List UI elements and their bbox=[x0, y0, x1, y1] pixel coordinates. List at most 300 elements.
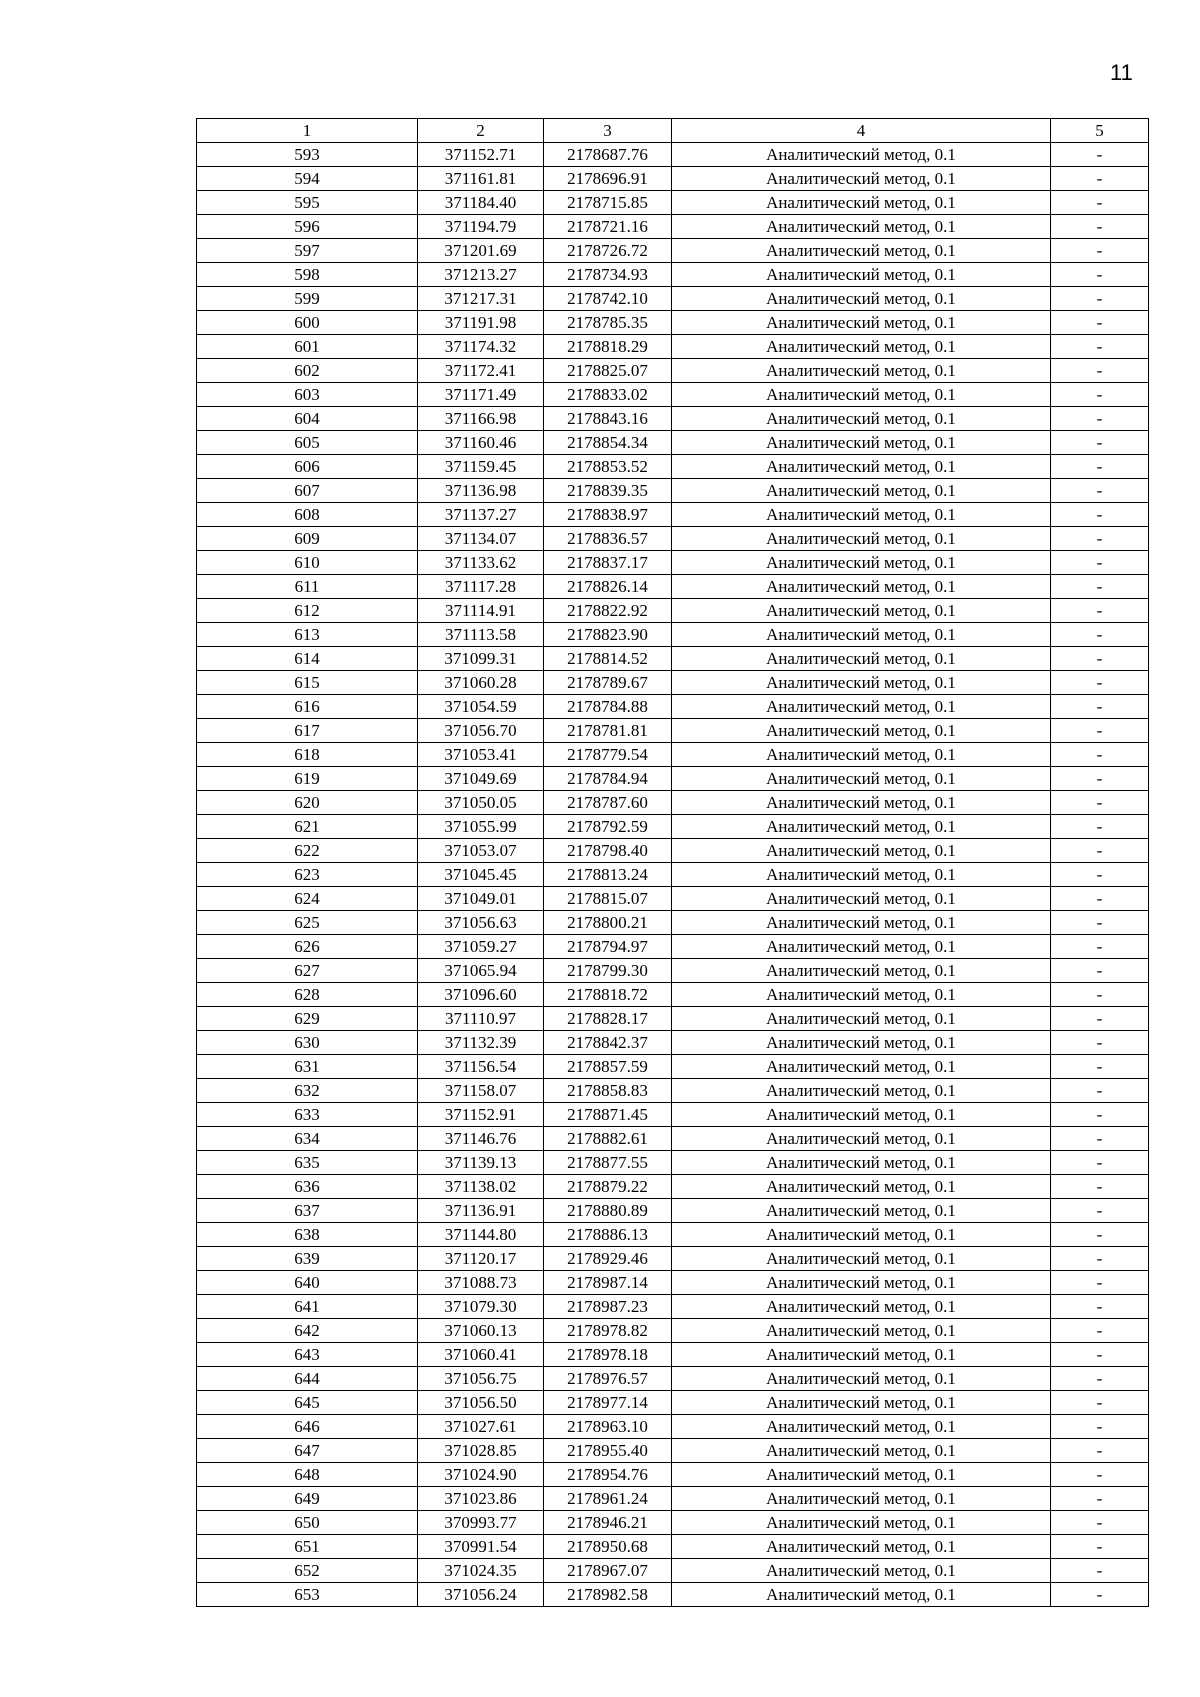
point-number-cell: 599 bbox=[197, 287, 418, 311]
table-row bbox=[197, 1223, 1149, 1247]
x-coordinate-cell: 371113.58 bbox=[418, 623, 544, 647]
x-coordinate-cell: 371132.39 bbox=[418, 1031, 544, 1055]
y-coordinate-cell: 2178715.85 bbox=[544, 191, 672, 215]
dash-cell: - bbox=[1051, 1271, 1149, 1295]
x-coordinate-cell: 371045.45 bbox=[418, 863, 544, 887]
table-row bbox=[197, 1487, 1149, 1511]
x-coordinate-cell: 371028.85 bbox=[418, 1439, 544, 1463]
table-row bbox=[197, 335, 1149, 359]
x-coordinate-cell: 371056.24 bbox=[418, 1583, 544, 1607]
table-row bbox=[197, 767, 1149, 791]
table-row bbox=[197, 1247, 1149, 1271]
method-cell: Аналитический метод, 0.1 bbox=[672, 551, 1051, 575]
table-row bbox=[197, 503, 1149, 527]
method-cell: Аналитический метод, 0.1 bbox=[672, 935, 1051, 959]
point-number-cell: 622 bbox=[197, 839, 418, 863]
y-coordinate-cell: 2178982.58 bbox=[544, 1583, 672, 1607]
x-coordinate-cell: 371050.05 bbox=[418, 791, 544, 815]
y-coordinate-cell: 2178987.23 bbox=[544, 1295, 672, 1319]
x-coordinate-cell: 371114.91 bbox=[418, 599, 544, 623]
dash-cell: - bbox=[1051, 647, 1149, 671]
y-coordinate-cell: 2178929.46 bbox=[544, 1247, 672, 1271]
x-coordinate-cell: 371056.70 bbox=[418, 719, 544, 743]
y-coordinate-cell: 2178858.83 bbox=[544, 1079, 672, 1103]
table-row bbox=[197, 455, 1149, 479]
point-number-cell: 626 bbox=[197, 935, 418, 959]
point-number-cell: 598 bbox=[197, 263, 418, 287]
method-cell: Аналитический метод, 0.1 bbox=[672, 1175, 1051, 1199]
method-cell: Аналитический метод, 0.1 bbox=[672, 1223, 1051, 1247]
dash-cell: - bbox=[1051, 239, 1149, 263]
dash-cell: - bbox=[1051, 1583, 1149, 1607]
method-cell: Аналитический метод, 0.1 bbox=[672, 1319, 1051, 1343]
y-coordinate-cell: 2178784.94 bbox=[544, 767, 672, 791]
method-cell: Аналитический метод, 0.1 bbox=[672, 1583, 1051, 1607]
y-coordinate-cell: 2178950.68 bbox=[544, 1535, 672, 1559]
point-number-cell: 637 bbox=[197, 1199, 418, 1223]
x-coordinate-cell: 371049.69 bbox=[418, 767, 544, 791]
page-number: 11 bbox=[1110, 60, 1133, 85]
header-col-3: 3 bbox=[544, 119, 672, 143]
table-row bbox=[197, 1583, 1149, 1607]
point-number-cell: 623 bbox=[197, 863, 418, 887]
method-cell: Аналитический метод, 0.1 bbox=[672, 1343, 1051, 1367]
x-coordinate-cell: 371053.07 bbox=[418, 839, 544, 863]
dash-cell: - bbox=[1051, 479, 1149, 503]
y-coordinate-cell: 2178813.24 bbox=[544, 863, 672, 887]
x-coordinate-cell: 371152.71 bbox=[418, 143, 544, 167]
x-coordinate-cell: 371055.99 bbox=[418, 815, 544, 839]
point-number-cell: 650 bbox=[197, 1511, 418, 1535]
method-cell: Аналитический метод, 0.1 bbox=[672, 335, 1051, 359]
point-number-cell: 627 bbox=[197, 959, 418, 983]
table-row bbox=[197, 551, 1149, 575]
point-number-cell: 640 bbox=[197, 1271, 418, 1295]
x-coordinate-cell: 371134.07 bbox=[418, 527, 544, 551]
x-coordinate-cell: 371194.79 bbox=[418, 215, 544, 239]
method-cell: Аналитический метод, 0.1 bbox=[672, 455, 1051, 479]
point-number-cell: 620 bbox=[197, 791, 418, 815]
dash-cell: - bbox=[1051, 1463, 1149, 1487]
y-coordinate-cell: 2178815.07 bbox=[544, 887, 672, 911]
table-row bbox=[197, 287, 1149, 311]
method-cell: Аналитический метод, 0.1 bbox=[672, 719, 1051, 743]
table-row bbox=[197, 383, 1149, 407]
dash-cell: - bbox=[1051, 311, 1149, 335]
x-coordinate-cell: 370991.54 bbox=[418, 1535, 544, 1559]
x-coordinate-cell: 371060.13 bbox=[418, 1319, 544, 1343]
dash-cell: - bbox=[1051, 1343, 1149, 1367]
point-number-cell: 648 bbox=[197, 1463, 418, 1487]
point-number-cell: 614 bbox=[197, 647, 418, 671]
point-number-cell: 632 bbox=[197, 1079, 418, 1103]
method-cell: Аналитический метод, 0.1 bbox=[672, 167, 1051, 191]
dash-cell: - bbox=[1051, 1559, 1149, 1583]
method-cell: Аналитический метод, 0.1 bbox=[672, 503, 1051, 527]
y-coordinate-cell: 2178779.54 bbox=[544, 743, 672, 767]
table-row bbox=[197, 1439, 1149, 1463]
x-coordinate-cell: 371060.41 bbox=[418, 1343, 544, 1367]
dash-cell: - bbox=[1051, 359, 1149, 383]
y-coordinate-cell: 2178987.14 bbox=[544, 1271, 672, 1295]
method-cell: Аналитический метод, 0.1 bbox=[672, 191, 1051, 215]
dash-cell: - bbox=[1051, 1127, 1149, 1151]
dash-cell: - bbox=[1051, 983, 1149, 1007]
point-number-cell: 609 bbox=[197, 527, 418, 551]
y-coordinate-cell: 2178818.29 bbox=[544, 335, 672, 359]
dash-cell: - bbox=[1051, 287, 1149, 311]
method-cell: Аналитический метод, 0.1 bbox=[672, 239, 1051, 263]
dash-cell: - bbox=[1051, 1319, 1149, 1343]
method-cell: Аналитический метод, 0.1 bbox=[672, 1415, 1051, 1439]
x-coordinate-cell: 371146.76 bbox=[418, 1127, 544, 1151]
table-row bbox=[197, 575, 1149, 599]
dash-cell: - bbox=[1051, 599, 1149, 623]
method-cell: Аналитический метод, 0.1 bbox=[672, 647, 1051, 671]
y-coordinate-cell: 2178955.40 bbox=[544, 1439, 672, 1463]
table-row bbox=[197, 623, 1149, 647]
y-coordinate-cell: 2178978.18 bbox=[544, 1343, 672, 1367]
table-row bbox=[197, 1175, 1149, 1199]
x-coordinate-cell: 371136.91 bbox=[418, 1199, 544, 1223]
table-row bbox=[197, 1271, 1149, 1295]
y-coordinate-cell: 2178886.13 bbox=[544, 1223, 672, 1247]
table-row bbox=[197, 407, 1149, 431]
table-row bbox=[197, 959, 1149, 983]
method-cell: Аналитический метод, 0.1 bbox=[672, 983, 1051, 1007]
x-coordinate-cell: 371172.41 bbox=[418, 359, 544, 383]
dash-cell: - bbox=[1051, 959, 1149, 983]
y-coordinate-cell: 2178857.59 bbox=[544, 1055, 672, 1079]
x-coordinate-cell: 371053.41 bbox=[418, 743, 544, 767]
x-coordinate-cell: 371139.13 bbox=[418, 1151, 544, 1175]
point-number-cell: 604 bbox=[197, 407, 418, 431]
method-cell: Аналитический метод, 0.1 bbox=[672, 311, 1051, 335]
dash-cell: - bbox=[1051, 695, 1149, 719]
table-row bbox=[197, 983, 1149, 1007]
dash-cell: - bbox=[1051, 863, 1149, 887]
point-number-cell: 608 bbox=[197, 503, 418, 527]
point-number-cell: 646 bbox=[197, 1415, 418, 1439]
table-row bbox=[197, 239, 1149, 263]
y-coordinate-cell: 2178842.37 bbox=[544, 1031, 672, 1055]
y-coordinate-cell: 2178794.97 bbox=[544, 935, 672, 959]
table-row bbox=[197, 1295, 1149, 1319]
point-number-cell: 596 bbox=[197, 215, 418, 239]
dash-cell: - bbox=[1051, 1079, 1149, 1103]
method-cell: Аналитический метод, 0.1 bbox=[672, 1367, 1051, 1391]
x-coordinate-cell: 371174.32 bbox=[418, 335, 544, 359]
x-coordinate-cell: 371184.40 bbox=[418, 191, 544, 215]
method-cell: Аналитический метод, 0.1 bbox=[672, 1079, 1051, 1103]
method-cell: Аналитический метод, 0.1 bbox=[672, 407, 1051, 431]
method-cell: Аналитический метод, 0.1 bbox=[672, 1151, 1051, 1175]
dash-cell: - bbox=[1051, 575, 1149, 599]
y-coordinate-cell: 2178826.14 bbox=[544, 575, 672, 599]
x-coordinate-cell: 371171.49 bbox=[418, 383, 544, 407]
point-number-cell: 606 bbox=[197, 455, 418, 479]
dash-cell: - bbox=[1051, 1103, 1149, 1127]
x-coordinate-cell: 371110.97 bbox=[418, 1007, 544, 1031]
table-row bbox=[197, 479, 1149, 503]
point-number-cell: 611 bbox=[197, 575, 418, 599]
dash-cell: - bbox=[1051, 1007, 1149, 1031]
y-coordinate-cell: 2178721.16 bbox=[544, 215, 672, 239]
table-row bbox=[197, 1343, 1149, 1367]
table-row bbox=[197, 1367, 1149, 1391]
x-coordinate-cell: 371054.59 bbox=[418, 695, 544, 719]
y-coordinate-cell: 2178687.76 bbox=[544, 143, 672, 167]
point-number-cell: 601 bbox=[197, 335, 418, 359]
method-cell: Аналитический метод, 0.1 bbox=[672, 863, 1051, 887]
table-row bbox=[197, 1007, 1149, 1031]
method-cell: Аналитический метод, 0.1 bbox=[672, 623, 1051, 647]
y-coordinate-cell: 2178696.91 bbox=[544, 167, 672, 191]
x-coordinate-cell: 371056.50 bbox=[418, 1391, 544, 1415]
y-coordinate-cell: 2178880.89 bbox=[544, 1199, 672, 1223]
point-number-cell: 607 bbox=[197, 479, 418, 503]
table-row bbox=[197, 1079, 1149, 1103]
method-cell: Аналитический метод, 0.1 bbox=[672, 599, 1051, 623]
x-coordinate-cell: 371166.98 bbox=[418, 407, 544, 431]
point-number-cell: 641 bbox=[197, 1295, 418, 1319]
point-number-cell: 605 bbox=[197, 431, 418, 455]
table-row bbox=[197, 599, 1149, 623]
method-cell: Аналитический метод, 0.1 bbox=[672, 1511, 1051, 1535]
x-coordinate-cell: 371201.69 bbox=[418, 239, 544, 263]
dash-cell: - bbox=[1051, 719, 1149, 743]
table-row bbox=[197, 791, 1149, 815]
x-coordinate-cell: 371213.27 bbox=[418, 263, 544, 287]
y-coordinate-cell: 2178798.40 bbox=[544, 839, 672, 863]
y-coordinate-cell: 2178946.21 bbox=[544, 1511, 672, 1535]
dash-cell: - bbox=[1051, 407, 1149, 431]
table-row bbox=[197, 1511, 1149, 1535]
point-number-cell: 602 bbox=[197, 359, 418, 383]
coordinates-table bbox=[196, 118, 1149, 1607]
method-cell: Аналитический метод, 0.1 bbox=[672, 431, 1051, 455]
table-row bbox=[197, 863, 1149, 887]
method-cell: Аналитический метод, 0.1 bbox=[672, 767, 1051, 791]
x-coordinate-cell: 371160.46 bbox=[418, 431, 544, 455]
table-row bbox=[197, 671, 1149, 695]
point-number-cell: 603 bbox=[197, 383, 418, 407]
x-coordinate-cell: 371156.54 bbox=[418, 1055, 544, 1079]
y-coordinate-cell: 2178822.92 bbox=[544, 599, 672, 623]
dash-cell: - bbox=[1051, 143, 1149, 167]
table-row bbox=[197, 311, 1149, 335]
method-cell: Аналитический метод, 0.1 bbox=[672, 1439, 1051, 1463]
x-coordinate-cell: 371152.91 bbox=[418, 1103, 544, 1127]
y-coordinate-cell: 2178853.52 bbox=[544, 455, 672, 479]
dash-cell: - bbox=[1051, 911, 1149, 935]
y-coordinate-cell: 2178734.93 bbox=[544, 263, 672, 287]
point-number-cell: 634 bbox=[197, 1127, 418, 1151]
table-row bbox=[197, 647, 1149, 671]
y-coordinate-cell: 2178882.61 bbox=[544, 1127, 672, 1151]
method-cell: Аналитический метод, 0.1 bbox=[672, 1007, 1051, 1031]
x-coordinate-cell: 371088.73 bbox=[418, 1271, 544, 1295]
dash-cell: - bbox=[1051, 527, 1149, 551]
table-row bbox=[197, 1391, 1149, 1415]
table-body bbox=[197, 143, 1149, 1607]
x-coordinate-cell: 371024.35 bbox=[418, 1559, 544, 1583]
table-row bbox=[197, 1199, 1149, 1223]
x-coordinate-cell: 371049.01 bbox=[418, 887, 544, 911]
point-number-cell: 613 bbox=[197, 623, 418, 647]
dash-cell: - bbox=[1051, 551, 1149, 575]
table-row bbox=[197, 191, 1149, 215]
x-coordinate-cell: 371056.63 bbox=[418, 911, 544, 935]
method-cell: Аналитический метод, 0.1 bbox=[672, 671, 1051, 695]
dash-cell: - bbox=[1051, 263, 1149, 287]
method-cell: Аналитический метод, 0.1 bbox=[672, 1247, 1051, 1271]
point-number-cell: 644 bbox=[197, 1367, 418, 1391]
header-col-2: 2 bbox=[418, 119, 544, 143]
table-row bbox=[197, 1031, 1149, 1055]
point-number-cell: 642 bbox=[197, 1319, 418, 1343]
y-coordinate-cell: 2178828.17 bbox=[544, 1007, 672, 1031]
dash-cell: - bbox=[1051, 1367, 1149, 1391]
x-coordinate-cell: 371056.75 bbox=[418, 1367, 544, 1391]
method-cell: Аналитический метод, 0.1 bbox=[672, 1559, 1051, 1583]
y-coordinate-cell: 2178781.81 bbox=[544, 719, 672, 743]
table-row bbox=[197, 815, 1149, 839]
y-coordinate-cell: 2178978.82 bbox=[544, 1319, 672, 1343]
x-coordinate-cell: 371191.98 bbox=[418, 311, 544, 335]
method-cell: Аналитический метод, 0.1 bbox=[672, 479, 1051, 503]
dash-cell: - bbox=[1051, 1223, 1149, 1247]
method-cell: Аналитический метод, 0.1 bbox=[672, 1391, 1051, 1415]
dash-cell: - bbox=[1051, 455, 1149, 479]
point-number-cell: 631 bbox=[197, 1055, 418, 1079]
header-col-1: 1 bbox=[197, 119, 418, 143]
y-coordinate-cell: 2178787.60 bbox=[544, 791, 672, 815]
table-row bbox=[197, 431, 1149, 455]
x-coordinate-cell: 371217.31 bbox=[418, 287, 544, 311]
method-cell: Аналитический метод, 0.1 bbox=[672, 527, 1051, 551]
point-number-cell: 645 bbox=[197, 1391, 418, 1415]
x-coordinate-cell: 370993.77 bbox=[418, 1511, 544, 1535]
y-coordinate-cell: 2178823.90 bbox=[544, 623, 672, 647]
x-coordinate-cell: 371158.07 bbox=[418, 1079, 544, 1103]
point-number-cell: 647 bbox=[197, 1439, 418, 1463]
point-number-cell: 600 bbox=[197, 311, 418, 335]
method-cell: Аналитический метод, 0.1 bbox=[672, 1535, 1051, 1559]
table-row bbox=[197, 695, 1149, 719]
dash-cell: - bbox=[1051, 1031, 1149, 1055]
y-coordinate-cell: 2178879.22 bbox=[544, 1175, 672, 1199]
x-coordinate-cell: 371159.45 bbox=[418, 455, 544, 479]
dash-cell: - bbox=[1051, 1391, 1149, 1415]
dash-cell: - bbox=[1051, 767, 1149, 791]
point-number-cell: 639 bbox=[197, 1247, 418, 1271]
point-number-cell: 630 bbox=[197, 1031, 418, 1055]
method-cell: Аналитический метод, 0.1 bbox=[672, 695, 1051, 719]
dash-cell: - bbox=[1051, 1295, 1149, 1319]
table-row bbox=[197, 527, 1149, 551]
dash-cell: - bbox=[1051, 167, 1149, 191]
dash-cell: - bbox=[1051, 1415, 1149, 1439]
y-coordinate-cell: 2178818.72 bbox=[544, 983, 672, 1007]
dash-cell: - bbox=[1051, 335, 1149, 359]
y-coordinate-cell: 2178833.02 bbox=[544, 383, 672, 407]
table-row bbox=[197, 839, 1149, 863]
dash-cell: - bbox=[1051, 383, 1149, 407]
y-coordinate-cell: 2178814.52 bbox=[544, 647, 672, 671]
y-coordinate-cell: 2178871.45 bbox=[544, 1103, 672, 1127]
point-number-cell: 618 bbox=[197, 743, 418, 767]
method-cell: Аналитический метод, 0.1 bbox=[672, 143, 1051, 167]
y-coordinate-cell: 2178785.35 bbox=[544, 311, 672, 335]
method-cell: Аналитический метод, 0.1 bbox=[672, 815, 1051, 839]
point-number-cell: 643 bbox=[197, 1343, 418, 1367]
dash-cell: - bbox=[1051, 743, 1149, 767]
table-row bbox=[197, 1463, 1149, 1487]
table-row bbox=[197, 263, 1149, 287]
method-cell: Аналитический метод, 0.1 bbox=[672, 1103, 1051, 1127]
x-coordinate-cell: 371059.27 bbox=[418, 935, 544, 959]
table-row bbox=[197, 911, 1149, 935]
table-header bbox=[197, 119, 1149, 143]
x-coordinate-cell: 371117.28 bbox=[418, 575, 544, 599]
y-coordinate-cell: 2178792.59 bbox=[544, 815, 672, 839]
point-number-cell: 635 bbox=[197, 1151, 418, 1175]
dash-cell: - bbox=[1051, 431, 1149, 455]
point-number-cell: 636 bbox=[197, 1175, 418, 1199]
dash-cell: - bbox=[1051, 1151, 1149, 1175]
point-number-cell: 593 bbox=[197, 143, 418, 167]
point-number-cell: 652 bbox=[197, 1559, 418, 1583]
y-coordinate-cell: 2178726.72 bbox=[544, 239, 672, 263]
header-row bbox=[197, 119, 1149, 143]
point-number-cell: 624 bbox=[197, 887, 418, 911]
point-number-cell: 594 bbox=[197, 167, 418, 191]
table-row bbox=[197, 1127, 1149, 1151]
x-coordinate-cell: 371161.81 bbox=[418, 167, 544, 191]
table-row bbox=[197, 359, 1149, 383]
x-coordinate-cell: 371023.86 bbox=[418, 1487, 544, 1511]
header-col-4: 4 bbox=[672, 119, 1051, 143]
point-number-cell: 616 bbox=[197, 695, 418, 719]
x-coordinate-cell: 371144.80 bbox=[418, 1223, 544, 1247]
table-row bbox=[197, 143, 1149, 167]
y-coordinate-cell: 2178836.57 bbox=[544, 527, 672, 551]
x-coordinate-cell: 371120.17 bbox=[418, 1247, 544, 1271]
method-cell: Аналитический метод, 0.1 bbox=[672, 791, 1051, 815]
point-number-cell: 615 bbox=[197, 671, 418, 695]
y-coordinate-cell: 2178961.24 bbox=[544, 1487, 672, 1511]
dash-cell: - bbox=[1051, 1175, 1149, 1199]
x-coordinate-cell: 371060.28 bbox=[418, 671, 544, 695]
table-row bbox=[197, 215, 1149, 239]
y-coordinate-cell: 2178843.16 bbox=[544, 407, 672, 431]
y-coordinate-cell: 2178825.07 bbox=[544, 359, 672, 383]
x-coordinate-cell: 371065.94 bbox=[418, 959, 544, 983]
y-coordinate-cell: 2178954.76 bbox=[544, 1463, 672, 1487]
method-cell: Аналитический метод, 0.1 bbox=[672, 263, 1051, 287]
table-row bbox=[197, 1535, 1149, 1559]
header-col-5: 5 bbox=[1051, 119, 1149, 143]
x-coordinate-cell: 371099.31 bbox=[418, 647, 544, 671]
table-row bbox=[197, 887, 1149, 911]
table-row bbox=[197, 1415, 1149, 1439]
method-cell: Аналитический метод, 0.1 bbox=[672, 1487, 1051, 1511]
dash-cell: - bbox=[1051, 815, 1149, 839]
dash-cell: - bbox=[1051, 887, 1149, 911]
dash-cell: - bbox=[1051, 791, 1149, 815]
point-number-cell: 649 bbox=[197, 1487, 418, 1511]
